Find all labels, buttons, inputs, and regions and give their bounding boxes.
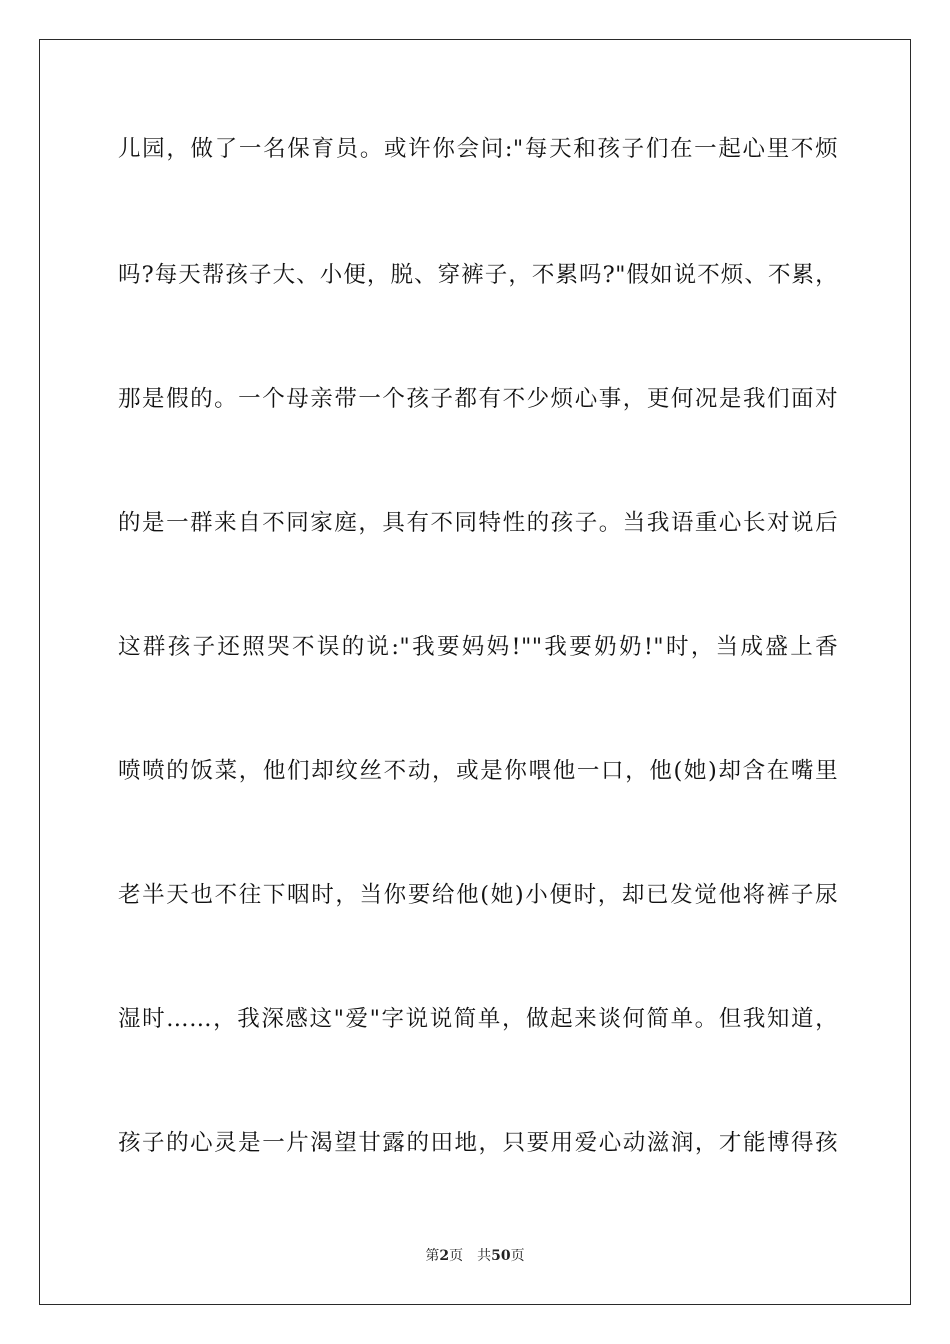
total-label-suffix: 页 (510, 1248, 525, 1264)
page-label-prefix: 第 (425, 1248, 440, 1264)
total-pages: 50 (491, 1248, 511, 1264)
body-text-line-3: 那是假的。一个母亲带一个孩子都有不少烦心事，更何况是我们面对 (118, 386, 838, 412)
body-text-line-1: 儿园，做了一名保育员。或许你会问:"每天和孩子们在一起心里不烦 (118, 136, 838, 162)
page-number: 2 (439, 1248, 450, 1264)
body-text-line-4: 的是一群来自不同家庭，具有不同特性的孩子。当我语重心长对说后 (118, 510, 838, 536)
body-text-line-8: 湿时……，我深感这"爱"字说说简单，做起来谈何简单。但我知道， (118, 1006, 838, 1032)
body-text-line-5: 这群孩子还照哭不误的说:"我要妈妈!""我要奶奶!"时，当成盛上香 (118, 634, 838, 660)
page-label-suffix: 页 (449, 1248, 464, 1264)
body-text-line-2: 吗?每天帮孩子大、小便，脱、穿裤子，不累吗?"假如说不烦、不累， (118, 262, 838, 288)
total-label-prefix: 共 (477, 1248, 492, 1264)
page-footer (0, 1245, 950, 1265)
body-text-line-9: 孩子的心灵是一片渴望甘露的田地，只要用爱心动滋润，才能博得孩 (118, 1130, 838, 1156)
body-text-line-7: 老半天也不往下咽时，当你要给他(她)小便时，却已发觉他将裤子尿 (118, 882, 838, 908)
body-text-line-6: 喷喷的饭菜，他们却纹丝不动，或是你喂他一口，他(她)却含在嘴里 (118, 758, 838, 784)
page-border (39, 39, 911, 1305)
